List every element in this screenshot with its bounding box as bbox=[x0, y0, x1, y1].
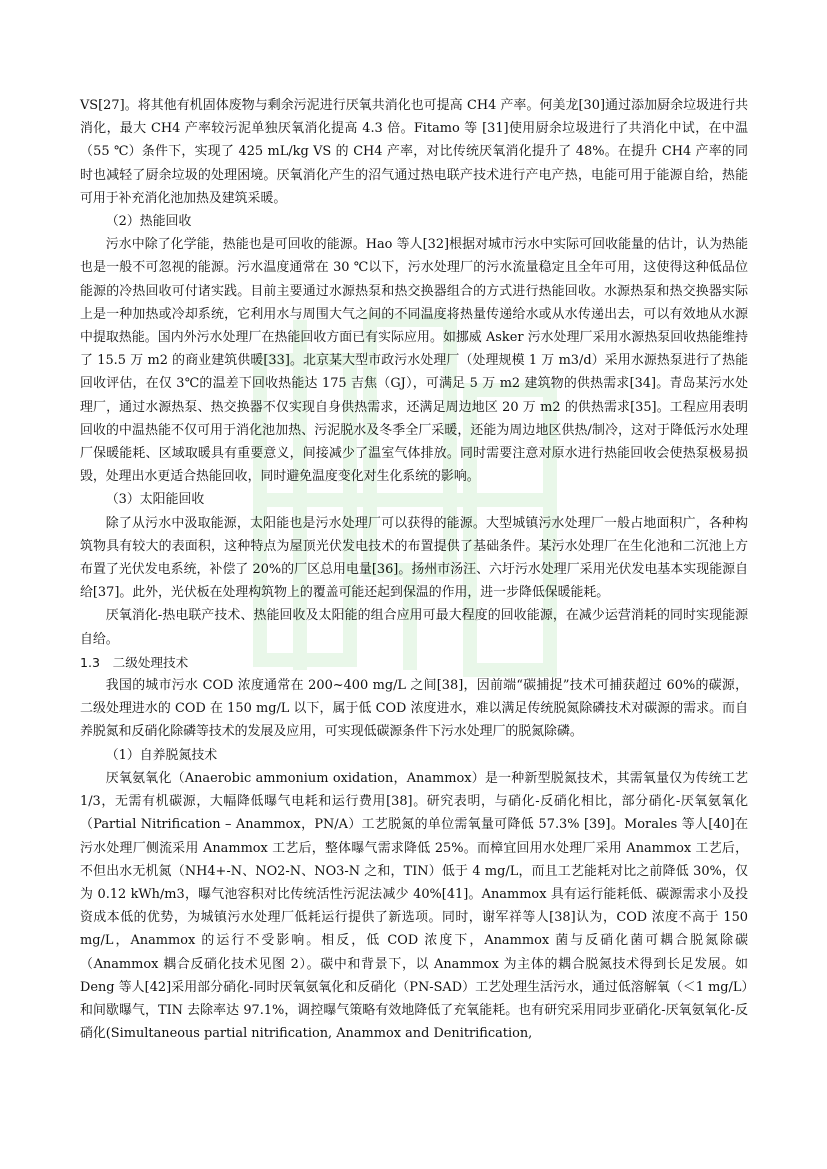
subheading-solar-recovery: （3）太阳能回收 bbox=[105, 492, 205, 508]
section-number: 1.3 bbox=[80, 654, 101, 670]
section-heading-1-3 bbox=[80, 651, 748, 674]
subheading-autotrophic-denitrification: （1）自养脱氮技术 bbox=[105, 747, 218, 763]
subheading-heat-recovery: （2）热能回收 bbox=[105, 214, 192, 230]
paragraph-solar-recovery: 除了从污水中汲取能源，太阳能也是污水处理厂可以获得的能源。大型城镇污水处理厂一般占地面积广，各种构筑物具有较大的表面积，这种特点为屋顶光伏发电技术的布置提供了基础条件。某污水处理厂在生化池和二沉池上方布置了光伏发电系统，补偿了 20%的厂区总用电量[36]。扬州市汤汪、六圩污水处理厂采用光伏发电基本实现能源自给[37]。此外，光伏板在处理构筑物上的覆盖可能还起到保温的作用，进一步降低保暖能耗。 bbox=[80, 515, 748, 601]
main-text bbox=[80, 94, 748, 1045]
section-title: 二级处理技术 bbox=[112, 654, 189, 670]
paragraph-energy-combination: 厌氧消化-热电联产技术、热能回收及太阳能的组合应用可最大程度的回收能源，在减少运营消耗的同时实现能源自给。 bbox=[80, 608, 748, 647]
paragraph-anaerobic-codigestion: VS[27]。将其他有机固体废物与剩余污泥进行厌氧共消化也可提高 CH4 产率。何美龙[30]通过添加厨余垃圾进行共消化，最大 CH4 产率较污泥单独厌氧消化提高 4.3 倍。Fitamo 等 [31]使用厨余垃圾进行了共消化中试，在中温（55 ℃）条件下，实现了 425 mL/kg VS 的 CH4 产率，对比传统厌氧消化提升了 48%。在提升 CH4 产率的同时也减轻了厨余垃圾的处理困境。厌氧消化产生的沼气通过热电联产技术进行产电产热，电能可用于能源自给，热能可用于补充消化池加热及建筑采暖。 bbox=[80, 98, 748, 206]
paragraph-secondary-treatment: 我国的城市污水 COD 浓度通常在 200~400 mg/L 之间[38]，因前端“碳捕捉”技术可捕获超过 60%的碳源，二级处理进水的 COD 在 150 mg/L 以下，属于低 COD 浓度进水，难以满足传统脱氮除磷技术对碳源的需求。而自养脱氮和反硝化除磷等技术的发展及应用，可实现低碳源条件下污水处理厂的脱氮除磷。 bbox=[80, 678, 748, 740]
paragraph-anammox: 厌氧氨氧化（Anaerobic ammonium oxidation，Anammox）是一种新型脱氮技术，其需氧量仅为传统工艺 1/3，无需有机碳源，大幅降低曝气电耗和运行费用[38]。研究表明，与硝化-反硝化相比，部分硝化-厌氧氨氧化（Partial Nitrification – Anammox，PN/A）工艺脱氮的单位需氧量可降低 57.3% [39]。Morales 等人[40]在污水处理厂侧流采用 Anammox 工艺后，整体曝气需求降低 25%。而樟宜回用水处理厂采用 Anammox 工艺后，不但出水无机氮（NH4+-N、NO2-N、NO3-N 之和，TIN）低于 4 mg/L，而且工艺能耗对比之前降低 30%，仅为 0.12 kWh/m3，曝气池容积对比传统活性污泥法减少 40%[41]。Anammox 具有运行能耗低、碳源需求小及投资成本低的优势，为城镇污水处理厂低耗运行提供了新选项。同时，谢军祥等人[38]认为，COD 浓度不高于 150 mg/L，Anammox 的运行不受影响。相反，低 COD 浓度下，Anammox 菌与反硝化菌可耦合脱氮除碳（Anammox 耦合反硝化技术见图 2）。碳中和背景下，以 Anammox 为主体的耦合脱氮技术得到长足发展。如 Deng 等人[42]采用部分硝化-同时厌氧氨氧化和反硝化（PN-SAD）工艺处理生活污水，通过低溶解氧（＜1 mg/L）和间歇曝气，TIN 去除率达 97.1%，调控曝气策略有效地降低了充氧能耗。也有研究采用同步亚硝化-厌氧氨氧化-反硝化(Simultaneous partial nitrification, Anammox and Denitrification, bbox=[80, 770, 748, 1042]
paragraph-heat-recovery: 污水中除了化学能，热能也是可回收的能源。Hao 等人[32]根据对城市污水中实际可回收能量的估计，认为热能也是一般不可忽视的能源。污水温度通常在 30 ℃以下，污水处理厂的污水流量稳定且全年可用，这使得这种低品位能源的冷热回收可付诸实践。目前主要通过水源热泵和热交换器组合的方式进行热能回收。水源热泵和热交换器实际上是一种加热或冷却系统，它利用水与周围大气之间的不同温度将热量传递给水或从水传递出去，可以有效地从水源中提取热能。国内外污水处理厂在热能回收方面已有实际应用。如挪威 Asker 污水处理厂采用水源热泵回收热能维持了 15.5 万 m2 的商业建筑供暖[33]。北京某大型市政污水处理厂（处理规模 1 万 m3/d）采用水源热泵进行了热能回收评估，在仅 3℃的温差下回收热能达 175 吉焦（GJ），可满足 5 万 m2 建筑物的供热需求[34]。青岛某污水处理厂，通过水源热泵、热交换器不仅实现自身供热需求，还满足周边地区 20 万 m2 的供热需求[35]。工程应用表明回收的中温热能不仅可用于消化池加热、污泥脱水及冬季全厂采暖，还能为周边地区供热/制冷，这对于降低污水处理厂保暖能耗、区域取暖具有重要意义，间接减少了温室气体排放。同时需要注意对原水进行热能回收会使热泵极易损毁，处理出水更适合热能回收，同时避免温度变化对生化系统的影响。 bbox=[80, 237, 748, 485]
